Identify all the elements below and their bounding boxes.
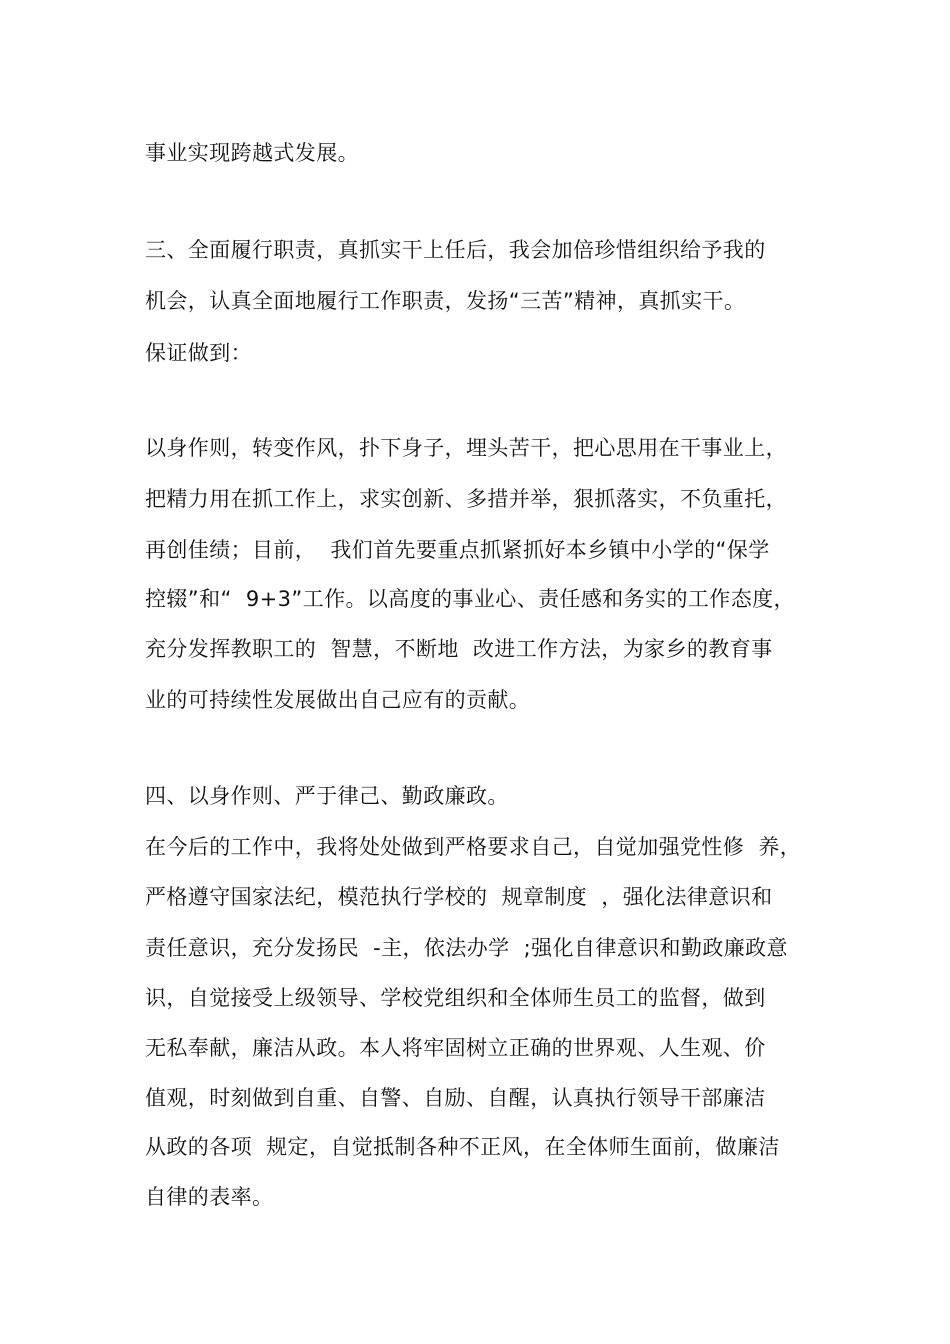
text-line: 自律的表率。 — [145, 1185, 274, 1209]
text-line: 从政的各项 规定，自觉抵制各种不正风，在全体师生面前，做廉洁 — [145, 1135, 780, 1159]
text-line: 控辍”和“ 9+3”工作。以高度的事业心、责任感和务实的工作态度， — [145, 587, 795, 611]
text-line: 业的可持续性发展做出自己应有的贡献。 — [145, 688, 531, 712]
section-heading-4: 四、以身作则、严于律己、勤政廉政。 — [145, 784, 509, 808]
text-line: 把精力用在抓工作上，求实创新、多措并举，狠抓落实，不负重托， — [145, 487, 787, 511]
text-line: 事业实现跨越式发展。 — [145, 141, 359, 165]
text-line: 充分发挥教职工的 智慧，不断地 改进工作方法，为家乡的教育事 — [145, 637, 773, 661]
text-line: 以身作则，转变作风，扑下身子，埋头苦干，把心思用在干事业上， — [145, 436, 787, 460]
text-line: 在今后的工作中，我将处处做到严格要求自己，自觉加强党性修 养， — [145, 835, 802, 859]
text-line: 值观，时刻做到自重、自警、自励、自醒，认真执行领导干部廉洁 — [145, 1086, 766, 1110]
text-line: 责任意识，充分发扬民 -主，依法办学 ;强化自律意识和勤政廉政意 — [145, 936, 788, 960]
text-line: 无私奉献，廉洁从政。本人将牢固树立正确的世界观、人生观、价 — [145, 1036, 766, 1060]
section-heading-3: 三、全面履行职责，真抓实干上任后，我会加倍珍惜组织给予我的 — [145, 238, 766, 262]
text-line: 机会，认真全面地履行工作职责，发扬“三苦”精神，真抓实干。 — [145, 289, 746, 313]
text-line: 严格遵守国家法纪，模范执行学校的 规章制度 ，强化法律意识和 — [145, 885, 773, 909]
text-line: 识，自觉接受上级领导、学校党组织和全体师生员工的监督，做到 — [145, 986, 766, 1010]
text-line: 保证做到： — [145, 341, 252, 365]
text-line: 再创佳绩；目前， 我们首先要重点抓紧抓好本乡镇中小学的“保学 — [145, 538, 770, 562]
